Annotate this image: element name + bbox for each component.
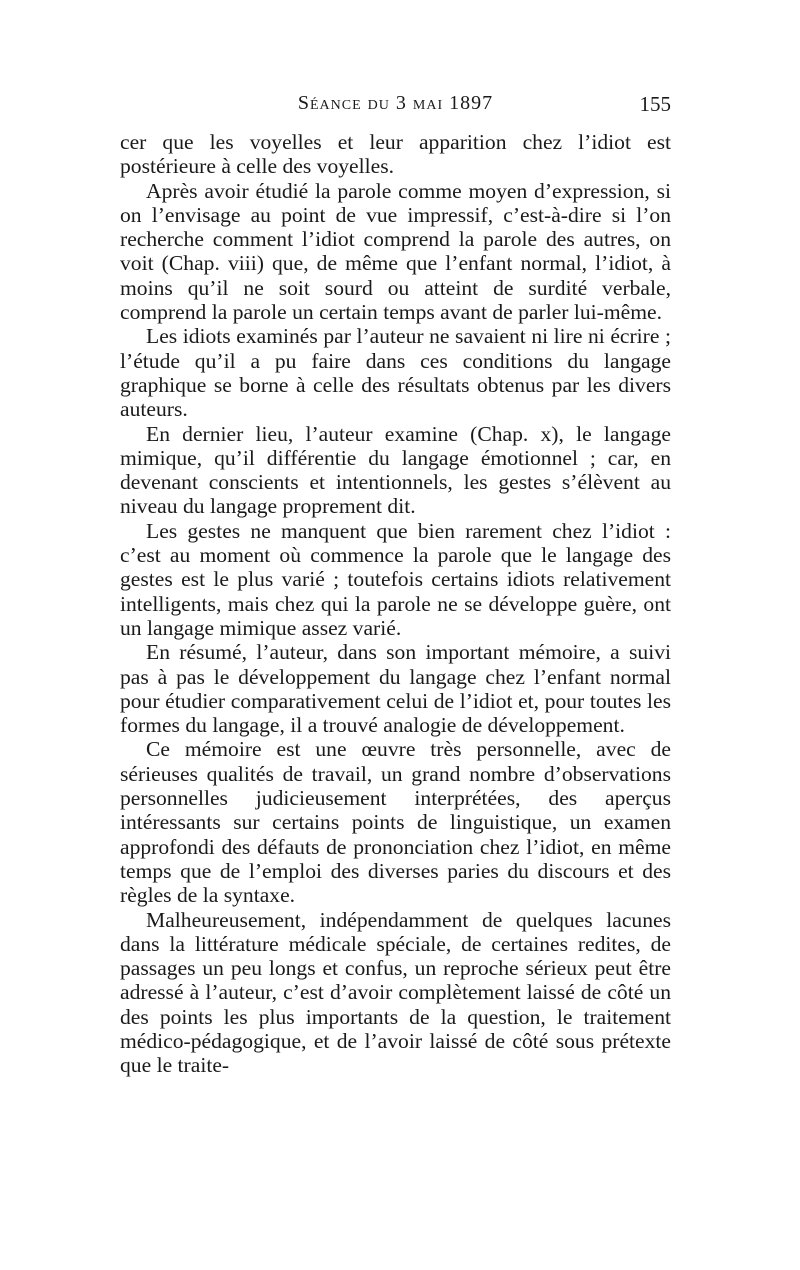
paragraph-resume: En résumé, l’auteur, dans son important mémoire, a suivi pas à pas le développement du langage chez l’enfant normal pour étudier comparativement celui de l’idiot et, pour toutes les formes du langage, il a trouvé analogie de développement. <box>120 640 671 738</box>
running-title: Séance du 3 mai 1897 <box>297 92 494 114</box>
paragraph-langage-mimique: En dernier lieu, l’auteur examine (Chap. x), le langage mimique, qu’il différentie du langage émotionnel ; car, en devenant conscients et intentionnels, les gestes s’élèvent au niveau du langage proprement dit. <box>120 421 671 519</box>
paragraph-parole-impressive: Après avoir étudié la parole comme moyen d’expression, si on l’envisage au point de vue impressif, c’est-à-dire si l’on recherche comment l’idiot comprend la parole des autres, on voit (Chap. viii) que, de même que l’enfant normal, l’idiot, à moins qu’il ne soit sourd ou atteint de surdité verbale, comprend la parole un certain temps avant de parler lui-même. <box>120 178 671 325</box>
book-page <box>120 92 671 1078</box>
paragraph-memoire: Ce mémoire est une œuvre très personnelle, avec de sérieuses qualités de travail, un grand nombre d’observations personnelles judicieusement interprétées, des aperçus intéressants sur certains points de linguistique, un examen approfondi des défauts de prononciation chez l’idiot, en même temps que de l’emploi des diverses paries du discours et des règles de la syntaxe. <box>120 737 671 908</box>
paragraph-gestes: Les gestes ne manquent que bien rarement chez l’idiot : c’est au moment où commence la parole que le langage des gestes est le plus varié ; toutefois certains idiots relativement intelligents, mais chez qui la parole ne se développe guère, ont un langage mimique assez varié. <box>120 518 671 640</box>
page-number: 155 <box>639 92 671 116</box>
paragraph-continuation: cer que les voyelles et leur apparition chez l’idiot est postérieure à celle des voyelles. <box>120 130 671 179</box>
paragraph-reproche: Malheureusement, indépendamment de quelques lacunes dans la littérature médicale spéciale, de certaines redites, de passages un peu longs et confus, un reproche sérieux peut être adressé à l’auteur, c’est d’avoir complètement laissé de côté un des points les plus importants de la question, le traitement médico-pédagogique, et de l’avoir laissé de côté sous prétexte que le traite- <box>120 907 671 1078</box>
paragraph-langage-graphique: Les idiots examinés par l’auteur ne savaient ni lire ni écrire ; l’étude qu’il a pu faire dans ces conditions du langage graphique se borne à celle des résultats obtenus par les divers auteurs. <box>120 324 671 422</box>
running-head <box>120 92 671 122</box>
